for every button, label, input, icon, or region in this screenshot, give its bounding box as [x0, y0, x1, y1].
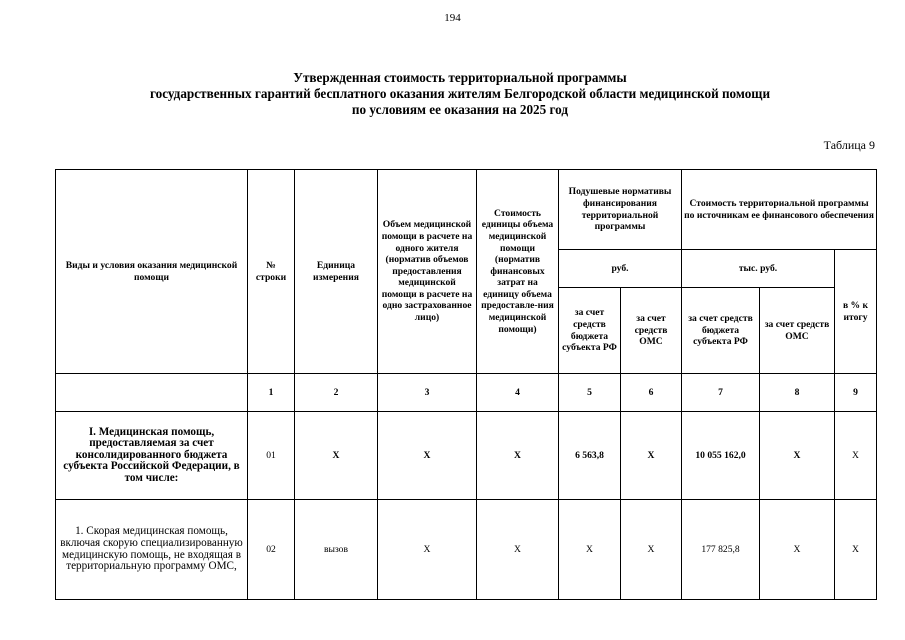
column-number: 9 [835, 374, 877, 412]
header-cost-oms: за счет средств ОМС [760, 288, 835, 374]
row-pc-budget: Х [559, 500, 621, 600]
row-unit: вызов [295, 500, 378, 600]
row-number: 01 [248, 412, 295, 500]
row-cost-budget: 177 825,8 [682, 500, 760, 600]
row-pc-oms: Х [621, 500, 682, 600]
row-name: 1. Скорая медицинская помощь, включая скорую специализированную медицинскую помощь, не входящая в территориальную программу ОМС, [56, 500, 248, 600]
column-number: 2 [295, 374, 378, 412]
table-label: Таблица 9 [823, 138, 875, 152]
header-unit-cost: Стоимость единицы объема медицинской помощи (норматив финансовых затрат на единицу объема предоставле-ния медицинской помощи) [477, 170, 559, 374]
column-number: 7 [682, 374, 760, 412]
table-row [56, 412, 877, 500]
row-unit: Х [295, 412, 378, 500]
row-cost-budget: 10 055 162,0 [682, 412, 760, 500]
column-number: 4 [477, 374, 559, 412]
header-cost-budget: за счет средств бюджета субъекта РФ [682, 288, 760, 374]
row-pc-oms: Х [621, 412, 682, 500]
row-cost-percent: Х [835, 412, 877, 500]
header-unit: Единица измерения [295, 170, 378, 374]
row-number: 02 [248, 500, 295, 600]
page-number: 194 [444, 12, 461, 24]
table-row [56, 500, 877, 600]
row-unit-cost: Х [477, 500, 559, 600]
header-per-capita-group: Подушевые нормативы финансирования территориальной программы [559, 170, 682, 250]
header-row-number: № строки [248, 170, 295, 374]
row-pc-budget: 6 563,8 [559, 412, 621, 500]
cost-table [55, 169, 877, 600]
header-pc-oms: за счет средств ОМС [621, 288, 682, 374]
column-number: 8 [760, 374, 835, 412]
row-name: I. Медицинская помощь, предоставляемая за счет консолидированного бюджета субъекта Российской Федерации, в том числе: [56, 412, 248, 500]
column-number: 1 [248, 374, 295, 412]
row-volume: Х [378, 412, 477, 500]
header-thousand-rub: тыс. руб. [682, 250, 835, 288]
row-cost-oms: Х [760, 500, 835, 600]
header-cost-percent: в % к итогу [835, 250, 877, 374]
header-pc-budget: за счет средств бюджета субъекта РФ [559, 288, 621, 374]
row-unit-cost: Х [477, 412, 559, 500]
header-rub: руб. [559, 250, 682, 288]
column-number: 5 [559, 374, 621, 412]
row-volume: Х [378, 500, 477, 600]
column-number-blank [56, 374, 248, 412]
title-line-2: государственных гарантий бесплатного оказания жителям Белгородской области медицинской помощи [149, 86, 771, 101]
header-types: Виды и условия оказания медицинской помощи [56, 170, 248, 374]
row-cost-oms: Х [760, 412, 835, 500]
header-cost-group: Стоимость территориальной программы по источникам ее финансового обеспечения [682, 170, 877, 250]
row-cost-percent: Х [835, 500, 877, 600]
header-volume: Объем медицинской помощи в расчете на одного жителя (норматив объемов предоставления медицинской помощи в расчете на одно застрахованное лицо) [378, 170, 477, 374]
document-title [60, 70, 860, 118]
title-line-3: по условиям ее оказания на 2025 год [351, 102, 569, 117]
title-line-1: Утвержденная стоимость территориальной программы [293, 70, 627, 85]
column-number: 3 [378, 374, 477, 412]
column-number: 6 [621, 374, 682, 412]
